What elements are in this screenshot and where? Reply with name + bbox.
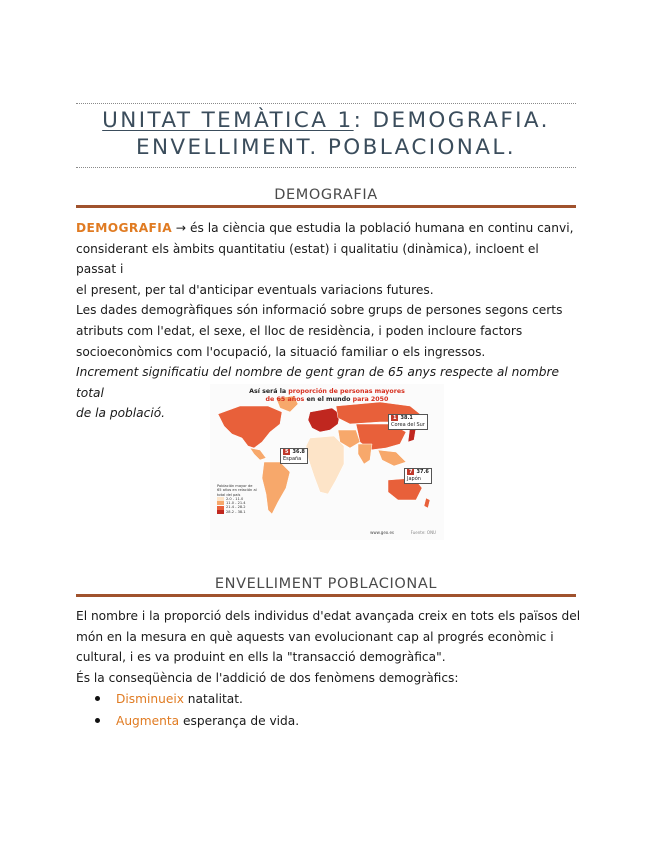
map-south-america [262,462,290,514]
callout-rank: 7 [409,469,413,475]
envelliment-line-4: És la conseqüència de l'addició de dos fenòmens demogràfics: [76,670,459,685]
definition-line-2: considerant els àmbits quantitatiu (estat) i qualitatiu (dinàmica), incloent el passat i [76,241,539,277]
legend-item [217,510,257,514]
infographic-title-highlight-1: proporción de personas mayores [288,388,405,395]
arrow-icon: → [175,221,187,235]
envelliment-line-3: cultural, i es va produint en ells la "transacció demogràfica". [76,650,446,665]
callout-value: 37.6 [416,469,429,475]
bullet-accent: Disminueix [116,692,184,706]
definition-line-6: socioeconòmics com l'ocupació, la situació familiar o els ingressos. [76,344,486,359]
legend-label: 11.0 - 21.4 [226,501,246,506]
phenomena-list [76,688,576,732]
callout-japan [404,468,432,484]
list-item [76,688,576,710]
world-map-graphic [210,384,444,540]
map-legend [217,484,257,514]
legend-label: 2.0 - 11.0 [226,496,244,501]
infographic-title-pre: Así será la [249,388,289,395]
title-unit-label: UNITAT TEMÀTICA 1 [102,108,354,133]
world-aging-map-infographic [210,384,444,540]
bullet-text: natalitat. [183,692,243,706]
legend-label: 21.4 - 28.2 [226,505,246,510]
envelliment-paragraph [76,606,582,688]
callout-rank: 1 [393,415,397,421]
legend-label: 28.2 - 38.1 [226,509,246,514]
map-india [358,444,372,464]
callout-label: Japón [407,476,421,482]
bullet-accent: Augmenta [116,714,180,728]
callout-value: 36.8 [292,449,305,455]
map-europe [308,408,340,432]
map-central-america [250,448,266,460]
bullet-text: esperança de vida. [179,714,300,728]
section-heading-envelliment: ENVELLIMENT POBLACIONAL [76,576,576,597]
infographic-title-highlight-2: de 65 años [265,396,305,403]
infographic-title-mid: en el mundo [304,396,353,403]
title-topic: : DEMOGRAFIA. [353,108,550,133]
legend-title: Población mayor de 65 años en relación al total del país [217,484,257,497]
callout-label: España [283,456,302,462]
bullet-icon [95,718,100,723]
section-heading-demografia: DEMOGRAFIA [76,187,576,208]
legend-swatch [217,510,224,514]
definition-line-1: és la ciència que estudia la població humana en continu canvi, [186,221,574,235]
infographic-source-brand: www.geo.es [370,530,394,535]
term-demografia: DEMOGRAFIA [76,221,173,235]
envelliment-line-1: El nombre i la proporció dels individus d'edat avançada creix en tots els països del [76,609,581,623]
definition-line-5: atributs com l'edat, el sexe, el lloc de residència, i poden incloure factors [76,323,523,338]
infographic-source-note: Fuente: ONU [410,530,436,535]
map-north-america [218,406,282,448]
definition-line-4: Les dades demogràfiques són informació sobre grups de persones segons certs [76,303,563,318]
italic-line-1: Increment significatiu del nombre de gent gran de 65 anys respecte al nombre total [76,365,559,400]
map-africa [306,436,344,494]
callout-spain [280,448,308,464]
title-line-2: ENVELLIMENT. POBLACIONAL. [135,135,517,160]
callout-label: Corea del Sur [391,422,425,428]
callout-rank: 5 [285,449,289,455]
bullet-icon [95,696,100,701]
callout-value: 38.1 [400,415,413,421]
title-line-1 [76,107,576,134]
envelliment-line-2: món en la mesura en què aquests van evolucionant cap al progrés econòmic i [76,629,554,644]
map-southeast-asia [378,450,406,466]
definition-line-3: el present, per tal d'anticipar eventuals variacions futures. [76,282,434,297]
infographic-title [210,388,444,404]
document-title [76,103,576,168]
list-item [76,710,576,732]
map-new-zealand [424,498,430,508]
italic-line-2: de la població. [76,406,166,421]
infographic-title-highlight-3: para 2050 [352,396,389,403]
callout-south-korea [388,414,428,430]
